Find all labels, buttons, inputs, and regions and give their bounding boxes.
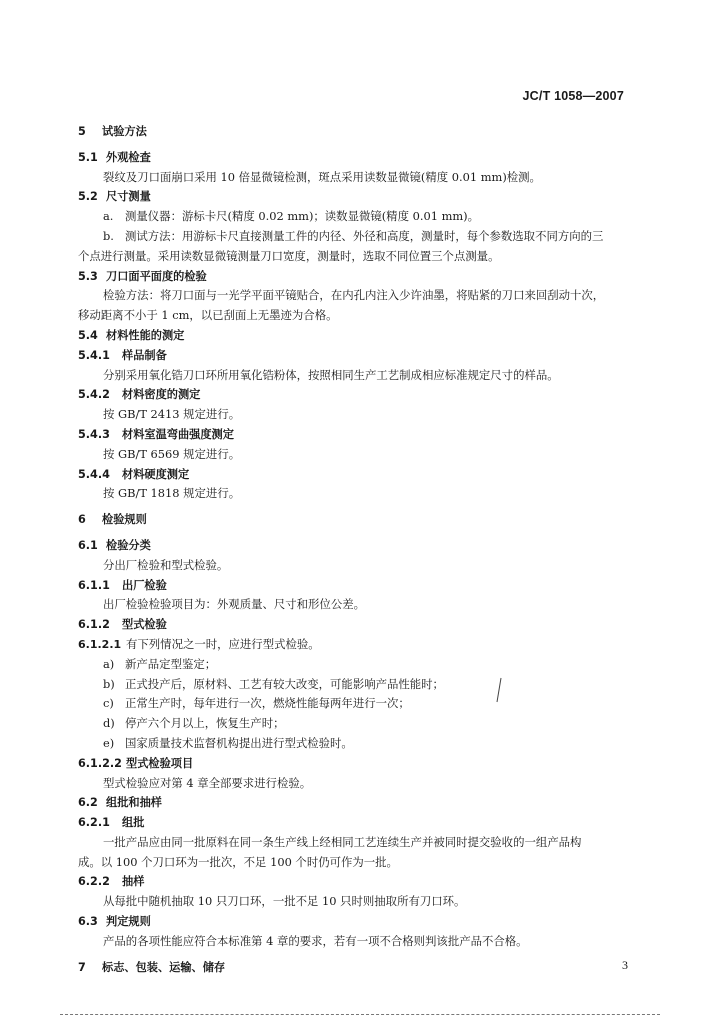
paragraph-continuation: 成。以 100 个刀口环为一批次，不足 100 个时仍可作为一批。 [78, 854, 398, 869]
paragraph: 出厂检验检验项目为：外观质量、尺寸和形位公差。 [103, 597, 365, 612]
list-marker: a) [103, 656, 115, 671]
list-item [78, 734, 638, 754]
paragraph: 分出厂检验和型式检验。 [103, 557, 229, 572]
list-marker: a. [103, 209, 114, 224]
section-heading [78, 813, 638, 833]
list-item [78, 675, 638, 695]
paragraph-continuation: 个点进行测量。采用读数显微镜测量刀口宽度，测量时，选取不同位置三个点测量。 [78, 248, 500, 263]
list-marker: e) [103, 735, 115, 750]
section-number: 5.3 [78, 269, 98, 283]
paragraph-text: 有下列情况之一时，应进行型式检验。 [126, 636, 320, 651]
section-number: 5.4.4 [78, 467, 110, 481]
section-heading [78, 187, 638, 207]
standard-code: JC/T 1058—2007 [522, 89, 624, 103]
section-heading [78, 958, 638, 978]
section-heading [78, 576, 638, 596]
paragraph: 分别采用氧化锆刀口环所用氧化锆粉体，按照相同生产工艺制成相应标准规定尺寸的样品。 [103, 367, 559, 382]
section-heading [78, 754, 638, 774]
section-title: 组批 [122, 816, 145, 830]
list-item [78, 694, 638, 714]
section-heading [78, 536, 638, 556]
list-marker: c) [103, 696, 114, 711]
section-heading [78, 346, 638, 366]
section-heading [78, 267, 638, 287]
section-number: 6.2.1 [78, 816, 110, 830]
section-number: 6.1.2.2 [78, 756, 122, 770]
list-text: 国家质量技术监督机构提出进行型式检验时。 [125, 735, 353, 750]
paragraph: 按 GB/T 2413 规定进行。 [103, 407, 241, 422]
paragraph: 产品的各项性能应符合本标准第 4 章的要求，若有一项不合格则判该批产品不合格。 [103, 933, 528, 948]
section-heading [78, 872, 638, 892]
list-text: 新产品定型鉴定； [125, 656, 217, 671]
paragraph: 一批产品应由同一批原料在同一条生产线上经相同工艺连续生产并被同时提交验收的一组产品构 [103, 834, 582, 849]
list-marker: b) [103, 676, 115, 691]
section-number: 6.2 [78, 796, 98, 810]
section-title: 样品制备 [122, 348, 167, 362]
pencil-mark [494, 676, 504, 706]
paragraph: 从每批中随机抽取 10 只刀口环，一批不足 10 只时则抽取所有刀口环。 [103, 894, 466, 909]
section-number: 5.4.2 [78, 388, 110, 402]
paragraph: 裂纹及刀口面崩口采用 10 倍显微镜检测，斑点采用读数显微镜(精度 0.01 mm)检测。 [103, 169, 541, 184]
list-item [78, 714, 638, 734]
list-item [78, 207, 638, 227]
section-number: 7 [78, 960, 86, 974]
section-number: 5 [78, 125, 86, 138]
section-title: 试验方法 [102, 125, 147, 138]
list-text: 正式投产后，原材料、工艺有较大改变，可能影响产品性能时； [125, 676, 444, 691]
list-item [78, 655, 638, 675]
paragraph: 按 GB/T 1818 规定进行。 [103, 486, 241, 501]
section-number: 6.3 [78, 915, 98, 929]
section-number: 6.1 [78, 538, 98, 552]
section-title: 材料性能的测定 [106, 328, 185, 342]
section-title: 标志、包装、运输、储存 [102, 960, 226, 974]
paragraph-continuation: 移动距离不小于 1 cm，以已刮面上无墨迹为合格。 [78, 308, 338, 323]
section-heading [78, 615, 638, 635]
section-number: 6 [78, 513, 86, 527]
section-title: 出厂检验 [122, 578, 167, 592]
section-number: 5.4.3 [78, 427, 110, 441]
list-text: 正常生产时，每年进行一次，燃烧性能每两年进行一次； [125, 696, 410, 711]
section-number: 5.4.1 [78, 348, 110, 362]
document-body [78, 122, 638, 977]
paragraph: 检验方法：将刀口面与一光学平面平镜贴合，在内孔内注入少许油墨，将贴紧的刀口来回刮动十次， [103, 288, 605, 303]
list-text: 测量仪器：游标卡尺(精度 0.02 mm)；读数显微镜(精度 0.01 mm)。 [125, 209, 480, 224]
section-title: 尺寸测量 [106, 190, 151, 204]
section-heading [78, 326, 638, 346]
section-number: 6.1.1 [78, 578, 110, 592]
section-title: 外观检查 [106, 150, 151, 164]
section-number: 6.2.2 [78, 875, 110, 889]
section-number: 5.1 [78, 150, 98, 164]
section-title: 检验规则 [102, 513, 147, 527]
section-heading [78, 122, 638, 142]
section-heading [78, 912, 638, 932]
section-heading [78, 465, 638, 485]
section-title: 材料室温弯曲强度测定 [122, 427, 234, 441]
criteria-list [78, 655, 638, 754]
page-number: 3 [622, 958, 628, 972]
section-title: 刀口面平面度的检验 [106, 269, 207, 283]
section-heading [78, 793, 638, 813]
list-item [78, 227, 638, 247]
list-text: 测试方法：用游标卡尺直接测量工件的内径、外径和高度，测量时，每个参数选取不同方向的三 [125, 228, 604, 243]
list-text: 停产六个月以上，恢复生产时； [125, 716, 285, 731]
section-title: 型式检验项目 [126, 756, 194, 770]
section-heading [78, 148, 638, 168]
list-marker: b. [103, 228, 114, 243]
section-title: 材料硬度测定 [122, 467, 190, 481]
section-heading [78, 385, 638, 405]
section-title: 抽样 [122, 875, 145, 889]
section-number: 6.1.2.1 [78, 637, 122, 651]
paragraph: 型式检验应对第 4 章全部要求进行检验。 [103, 775, 312, 790]
section-title: 材料密度的测定 [122, 388, 201, 402]
scan-edge-line [60, 1014, 660, 1015]
section-heading [78, 510, 638, 530]
list-marker: d) [103, 716, 115, 731]
section-title: 组批和抽样 [106, 796, 162, 810]
section-number: 6.1.2 [78, 618, 110, 632]
paragraph: 按 GB/T 6569 规定进行。 [103, 446, 241, 461]
section-title: 型式检验 [122, 618, 167, 632]
section-title: 判定规则 [106, 915, 151, 929]
section-number: 5.2 [78, 190, 98, 204]
section-title: 检验分类 [106, 538, 151, 552]
numbered-paragraph [78, 635, 638, 655]
section-number: 5.4 [78, 328, 98, 342]
section-heading [78, 425, 638, 445]
